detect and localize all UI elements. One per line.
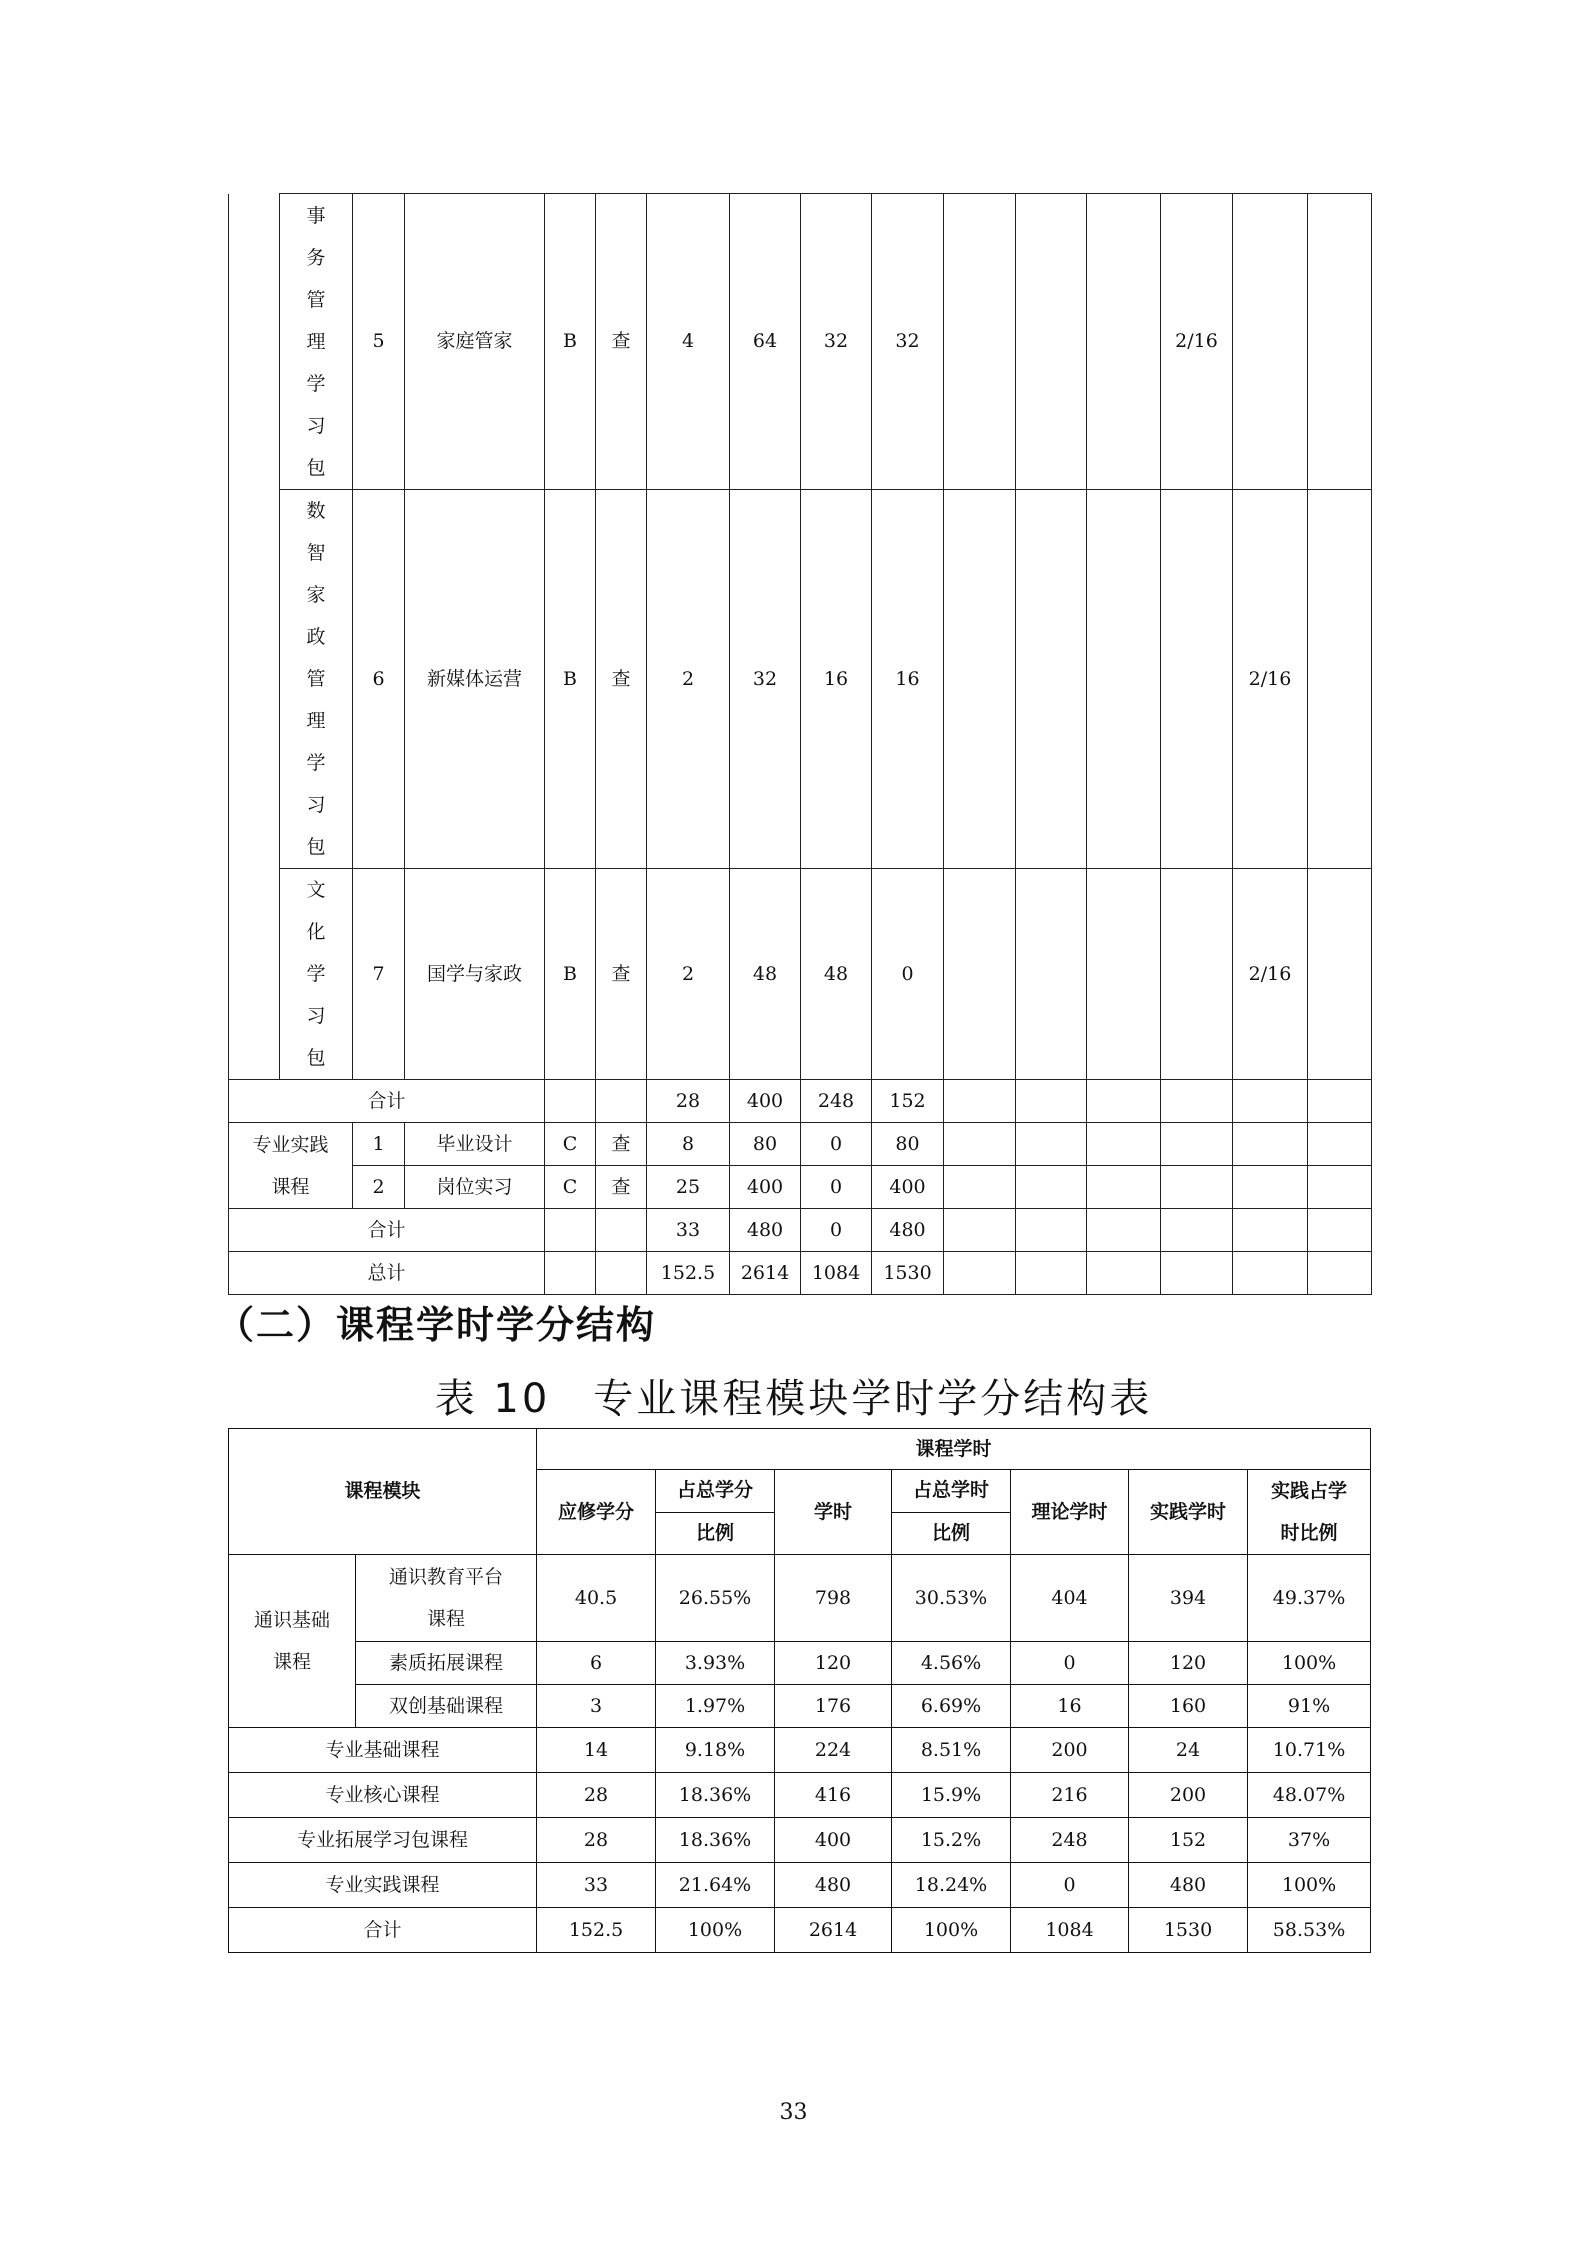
theory: 0 [1011,1863,1129,1908]
course-number: 6 [353,490,405,869]
group-header: 课程学时 [537,1429,1371,1470]
practice: 394 [1129,1555,1248,1642]
total-hours: 48 [730,869,801,1080]
total-row [229,1908,1371,1953]
credit: 2 [647,490,730,869]
empty-cell [1308,1123,1372,1166]
module-name: 素质拓展课程 [356,1642,537,1685]
hours-ratio: 30.53% [892,1555,1011,1642]
hours-ratio: 15.9% [892,1773,1011,1818]
hours: 400 [775,1818,892,1863]
practice-ratio: 37% [1248,1818,1371,1863]
subtotal-label: 合计 [229,1080,545,1123]
practice-ratio: 100% [1248,1863,1371,1908]
theory-hours: 48 [801,869,872,1080]
empty-cell [596,1209,647,1252]
total-hours: 400 [730,1166,801,1209]
table-row [229,1773,1371,1818]
empty-cell [944,1209,1016,1252]
hours: 120 [775,1642,892,1685]
practice-hours: 32 [872,194,944,490]
practice-hours: 0 [872,869,944,1080]
empty-cell [1233,1080,1308,1123]
course-name: 新媒体运营 [405,490,545,869]
hours: 480 [775,1863,892,1908]
empty-cell [944,1252,1016,1295]
course-schedule-table [228,193,1372,1295]
empty-cell [1087,1252,1161,1295]
practice-hours: 152 [872,1080,944,1123]
term-cell: 2/16 [1161,194,1233,490]
credit-structure-table [228,1428,1371,1953]
total-hours: 32 [730,490,801,869]
credit-ratio: 9.18% [656,1728,775,1773]
empty-cell [1233,1166,1308,1209]
term-cell [1308,194,1372,490]
total-hours: 2614 [730,1252,801,1295]
subtotal-label: 合计 [229,1209,545,1252]
credit: 28 [537,1818,656,1863]
category-cell [229,194,280,1080]
credit: 8 [647,1123,730,1166]
theory: 0 [1011,1642,1129,1685]
term-cell [1161,869,1233,1080]
table-row [229,490,1372,869]
hours-ratio: 6.69% [892,1685,1011,1728]
theory: 216 [1011,1773,1129,1818]
empty-cell [1016,1166,1087,1209]
empty-cell [1308,1166,1372,1209]
credit-ratio: 18.36% [656,1773,775,1818]
credit: 6 [537,1642,656,1685]
hours: 416 [775,1773,892,1818]
package-name-cell: 数 智 家 政 管 理 学 习 包 [280,490,353,869]
term-cell: 2/16 [1233,869,1308,1080]
empty-cell [596,1252,647,1295]
term-cell: 2/16 [1233,490,1308,869]
total-row [229,1252,1372,1295]
empty-cell [1161,1123,1233,1166]
credit-ratio: 18.36% [656,1818,775,1863]
term-cell [1161,490,1233,869]
course-number: 7 [353,869,405,1080]
hours-ratio: 15.2% [892,1818,1011,1863]
term-cell [1087,490,1161,869]
credit-ratio: 21.64% [656,1863,775,1908]
practice-hours: 480 [872,1209,944,1252]
course-name: 岗位实习 [405,1166,545,1209]
theory-hours: 0 [801,1123,872,1166]
theory-hours: 1084 [801,1252,872,1295]
theory-hours: 16 [801,490,872,869]
theory: 1084 [1011,1908,1129,1953]
term-cell [1233,194,1308,490]
empty-cell [596,1080,647,1123]
practice: 120 [1129,1642,1248,1685]
table-row [229,1728,1371,1773]
credit-ratio: 26.55% [656,1555,775,1642]
course-number: 2 [353,1166,405,1209]
theory-hours: 0 [801,1166,872,1209]
credit: 33 [647,1209,730,1252]
practice: 200 [1129,1773,1248,1818]
table-row [229,869,1372,1080]
credit-ratio: 1.97% [656,1685,775,1728]
total-label: 总计 [229,1252,545,1295]
practice-hours: 80 [872,1123,944,1166]
credit: 25 [647,1166,730,1209]
course-type: C [545,1166,596,1209]
hours-ratio: 18.24% [892,1863,1011,1908]
theory-header: 理论学时 [1011,1470,1129,1555]
credit-ratio-header: 占总学分 [656,1470,775,1513]
exam-type: 查 [596,1166,647,1209]
empty-cell [1016,1252,1087,1295]
practice-ratio: 49.37% [1248,1555,1371,1642]
hours: 176 [775,1685,892,1728]
hours-ratio: 8.51% [892,1728,1011,1773]
hours-ratio: 4.56% [892,1642,1011,1685]
course-type: B [545,869,596,1080]
practice: 480 [1129,1863,1248,1908]
table-row [229,1863,1371,1908]
hours: 224 [775,1728,892,1773]
empty-cell [1308,1080,1372,1123]
practice-ratio: 91% [1248,1685,1371,1728]
practice-ratio: 58.53% [1248,1908,1371,1953]
hours: 2614 [775,1908,892,1953]
theory-hours: 32 [801,194,872,490]
empty-cell [1233,1209,1308,1252]
credit: 33 [537,1863,656,1908]
empty-cell [1161,1252,1233,1295]
empty-cell [1308,1209,1372,1252]
theory: 248 [1011,1818,1129,1863]
empty-cell [1161,1166,1233,1209]
module-name: 通识教育平台 课程 [356,1555,537,1642]
table-title: 表 10 专业课程模块学时学分结构表 [434,1376,1153,1422]
total-hours: 400 [730,1080,801,1123]
course-name: 毕业设计 [405,1123,545,1166]
practice: 152 [1129,1818,1248,1863]
module-name: 专业实践课程 [229,1863,537,1908]
theory-hours: 0 [801,1209,872,1252]
term-cell [944,490,1016,869]
empty-cell [1016,1080,1087,1123]
practice-hours: 400 [872,1166,944,1209]
table-row [229,1642,1371,1685]
theory-hours: 248 [801,1080,872,1123]
term-cell [1016,490,1087,869]
practice-ratio: 100% [1248,1642,1371,1685]
term-cell [1087,869,1161,1080]
term-cell [1016,869,1087,1080]
page-number: 33 [779,2100,808,2125]
hours: 798 [775,1555,892,1642]
term-cell [1087,194,1161,490]
empty-cell [1087,1209,1161,1252]
credit-ratio: 100% [656,1908,775,1953]
empty-cell [545,1209,596,1252]
section-heading: （二）课程学时学分结构 [216,1303,657,1347]
total-hours: 80 [730,1123,801,1166]
subtotal-row [229,1209,1372,1252]
credit: 152.5 [537,1908,656,1953]
exam-type: 查 [596,1123,647,1166]
empty-cell [1161,1209,1233,1252]
table-row [229,1123,1372,1166]
empty-cell [545,1252,596,1295]
empty-cell [1308,1252,1372,1295]
theory: 404 [1011,1555,1129,1642]
table-row [229,1818,1371,1863]
credit: 14 [537,1728,656,1773]
credit: 3 [537,1685,656,1728]
exam-type: 查 [596,490,647,869]
module-name: 专业拓展学习包课程 [229,1818,537,1863]
hours-ratio-header-2: 比例 [892,1512,1011,1555]
credit: 40.5 [537,1555,656,1642]
empty-cell [1161,1080,1233,1123]
credit: 28 [537,1773,656,1818]
practice-ratio-header: 实践占学 时比例 [1248,1470,1371,1555]
table-row [229,1166,1372,1209]
total-hours: 64 [730,194,801,490]
empty-cell [944,1080,1016,1123]
credit: 152.5 [647,1252,730,1295]
hours-ratio-header: 占总学时 [892,1470,1011,1513]
empty-cell [1233,1123,1308,1166]
empty-cell [944,1166,1016,1209]
exam-type: 查 [596,194,647,490]
empty-cell [1087,1080,1161,1123]
theory: 16 [1011,1685,1129,1728]
module-name: 专业基础课程 [229,1728,537,1773]
practice-hours: 1530 [872,1252,944,1295]
term-cell [944,869,1016,1080]
table-row [229,1555,1371,1642]
package-name-cell: 事 务 管 理 学 习 包 [280,194,353,490]
practice-hours: 16 [872,490,944,869]
credit-ratio-header-2: 比例 [656,1512,775,1555]
empty-cell [944,1123,1016,1166]
practice-ratio: 10.71% [1248,1728,1371,1773]
practice-ratio: 48.07% [1248,1773,1371,1818]
term-cell [1308,869,1372,1080]
table-row [229,194,1372,490]
empty-cell [1016,1209,1087,1252]
practice-group-label: 专业实践 课程 [229,1123,353,1209]
credit: 2 [647,869,730,1080]
course-name: 家庭管家 [405,194,545,490]
empty-cell [1087,1123,1161,1166]
empty-cell [1233,1252,1308,1295]
term-cell [944,194,1016,490]
practice: 160 [1129,1685,1248,1728]
course-name: 国学与家政 [405,869,545,1080]
course-number: 1 [353,1123,405,1166]
exam-type: 查 [596,869,647,1080]
practice-header: 实践学时 [1129,1470,1248,1555]
course-number: 5 [353,194,405,490]
empty-cell [545,1080,596,1123]
module-name: 双创基础课程 [356,1685,537,1728]
course-type: B [545,490,596,869]
module-name: 合计 [229,1908,537,1953]
term-cell [1016,194,1087,490]
credit: 4 [647,194,730,490]
empty-cell [1016,1123,1087,1166]
credit-ratio: 3.93% [656,1642,775,1685]
total-hours: 480 [730,1209,801,1252]
hours-ratio: 100% [892,1908,1011,1953]
hours-header: 学时 [775,1470,892,1555]
module-header: 课程模块 [229,1429,537,1555]
practice: 24 [1129,1728,1248,1773]
credit: 28 [647,1080,730,1123]
practice: 1530 [1129,1908,1248,1953]
module-name: 专业核心课程 [229,1773,537,1818]
course-type: C [545,1123,596,1166]
credit-header: 应修学分 [537,1470,656,1555]
header-row [229,1429,1371,1470]
package-name-cell: 文 化 学 习 包 [280,869,353,1080]
table-row [229,1685,1371,1728]
course-type: B [545,194,596,490]
term-cell [1308,490,1372,869]
theory: 200 [1011,1728,1129,1773]
subtotal-row [229,1080,1372,1123]
empty-cell [1087,1166,1161,1209]
general-group-label: 通识基础 课程 [229,1555,356,1728]
